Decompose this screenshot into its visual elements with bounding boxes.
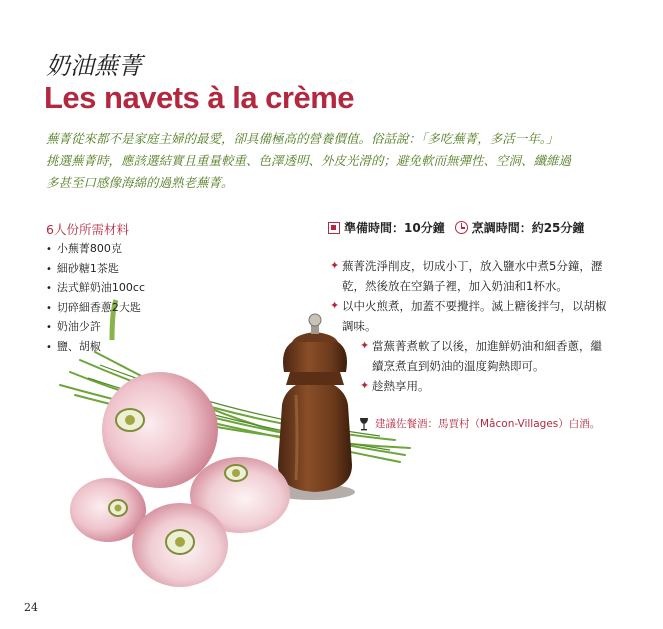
step-line: 趁熱享用。 bbox=[372, 379, 430, 393]
page-number: 24 bbox=[24, 601, 38, 614]
diamond-bullet-icon: ✦ bbox=[330, 299, 340, 312]
ingredient-item: • 法式鮮奶油100cc bbox=[46, 279, 145, 299]
diamond-bullet-icon: ✦ bbox=[330, 259, 340, 272]
intro-paragraph bbox=[46, 128, 606, 194]
ingredient-item: • 切碎細香蔥2大匙 bbox=[46, 299, 145, 319]
step-line: 蕪菁洗淨削皮，切成小丁，放入鹽水中煮5分鐘，瀝 bbox=[342, 259, 603, 273]
prep-time: 準備時間：10分鐘 bbox=[344, 221, 445, 235]
intro-line: 多甚至口感像海綿的過熟老蕪菁。 bbox=[46, 175, 234, 190]
time-info bbox=[328, 219, 584, 236]
step-line: 續烹煮直到奶油的溫度夠熱即可。 bbox=[372, 359, 545, 373]
step-1 bbox=[330, 256, 603, 296]
wine-text: 建議佐餐酒：馬賈村（Mâcon-Villages）白酒。 bbox=[375, 418, 601, 430]
recipe-title-chinese: 奶油蕪菁 bbox=[46, 52, 142, 80]
step-line: 當蕪菁煮軟了以後，加進鮮奶油和細香蔥，繼 bbox=[372, 339, 602, 353]
step-line: 乾，然後放在空鍋子裡，加入奶油和1杯水。 bbox=[342, 279, 568, 293]
intro-line: 蕪菁從來都不是家庭主婦的最愛，卻具備極高的營養價值。俗話說：「多吃蕪菁，多活一年。」 bbox=[46, 131, 559, 146]
step-2 bbox=[330, 296, 607, 336]
diamond-bullet-icon: ✦ bbox=[360, 379, 370, 392]
ingredients-title: 6人份所需材料 bbox=[46, 222, 129, 237]
recipe-title-french: Les navets à la crème bbox=[44, 80, 355, 115]
step-4 bbox=[360, 376, 430, 396]
ingredients-list bbox=[46, 240, 145, 357]
ingredient-item: • 奶油少許 bbox=[46, 318, 145, 338]
pepper-mill bbox=[271, 314, 355, 500]
ingredient-item: • 小蕪菁800克 bbox=[46, 240, 145, 260]
turnip-front bbox=[132, 503, 228, 587]
wine-suggestion bbox=[358, 416, 600, 431]
prep-time-icon bbox=[328, 222, 340, 234]
step-line: 以中火煎煮，加蓋不要攪拌。滅上糖後拌勻，以胡椒 bbox=[342, 299, 607, 313]
wine-glass-icon bbox=[358, 417, 370, 431]
step-line: 調味。 bbox=[342, 319, 377, 333]
ingredient-item: • 鹽、胡椒 bbox=[46, 338, 145, 358]
intro-line: 挑選蕪菁時，應該選結實且重量較重、色澤透明、外皮光滑的；避免軟而無彈性、空洞、纖維過 bbox=[46, 153, 572, 168]
step-3 bbox=[360, 336, 602, 376]
diamond-bullet-icon: ✦ bbox=[360, 339, 370, 352]
ingredient-item: • 細砂糖1茶匙 bbox=[46, 260, 145, 280]
cook-time: 烹調時間：約25分鐘 bbox=[471, 221, 585, 235]
clock-icon bbox=[455, 221, 468, 234]
